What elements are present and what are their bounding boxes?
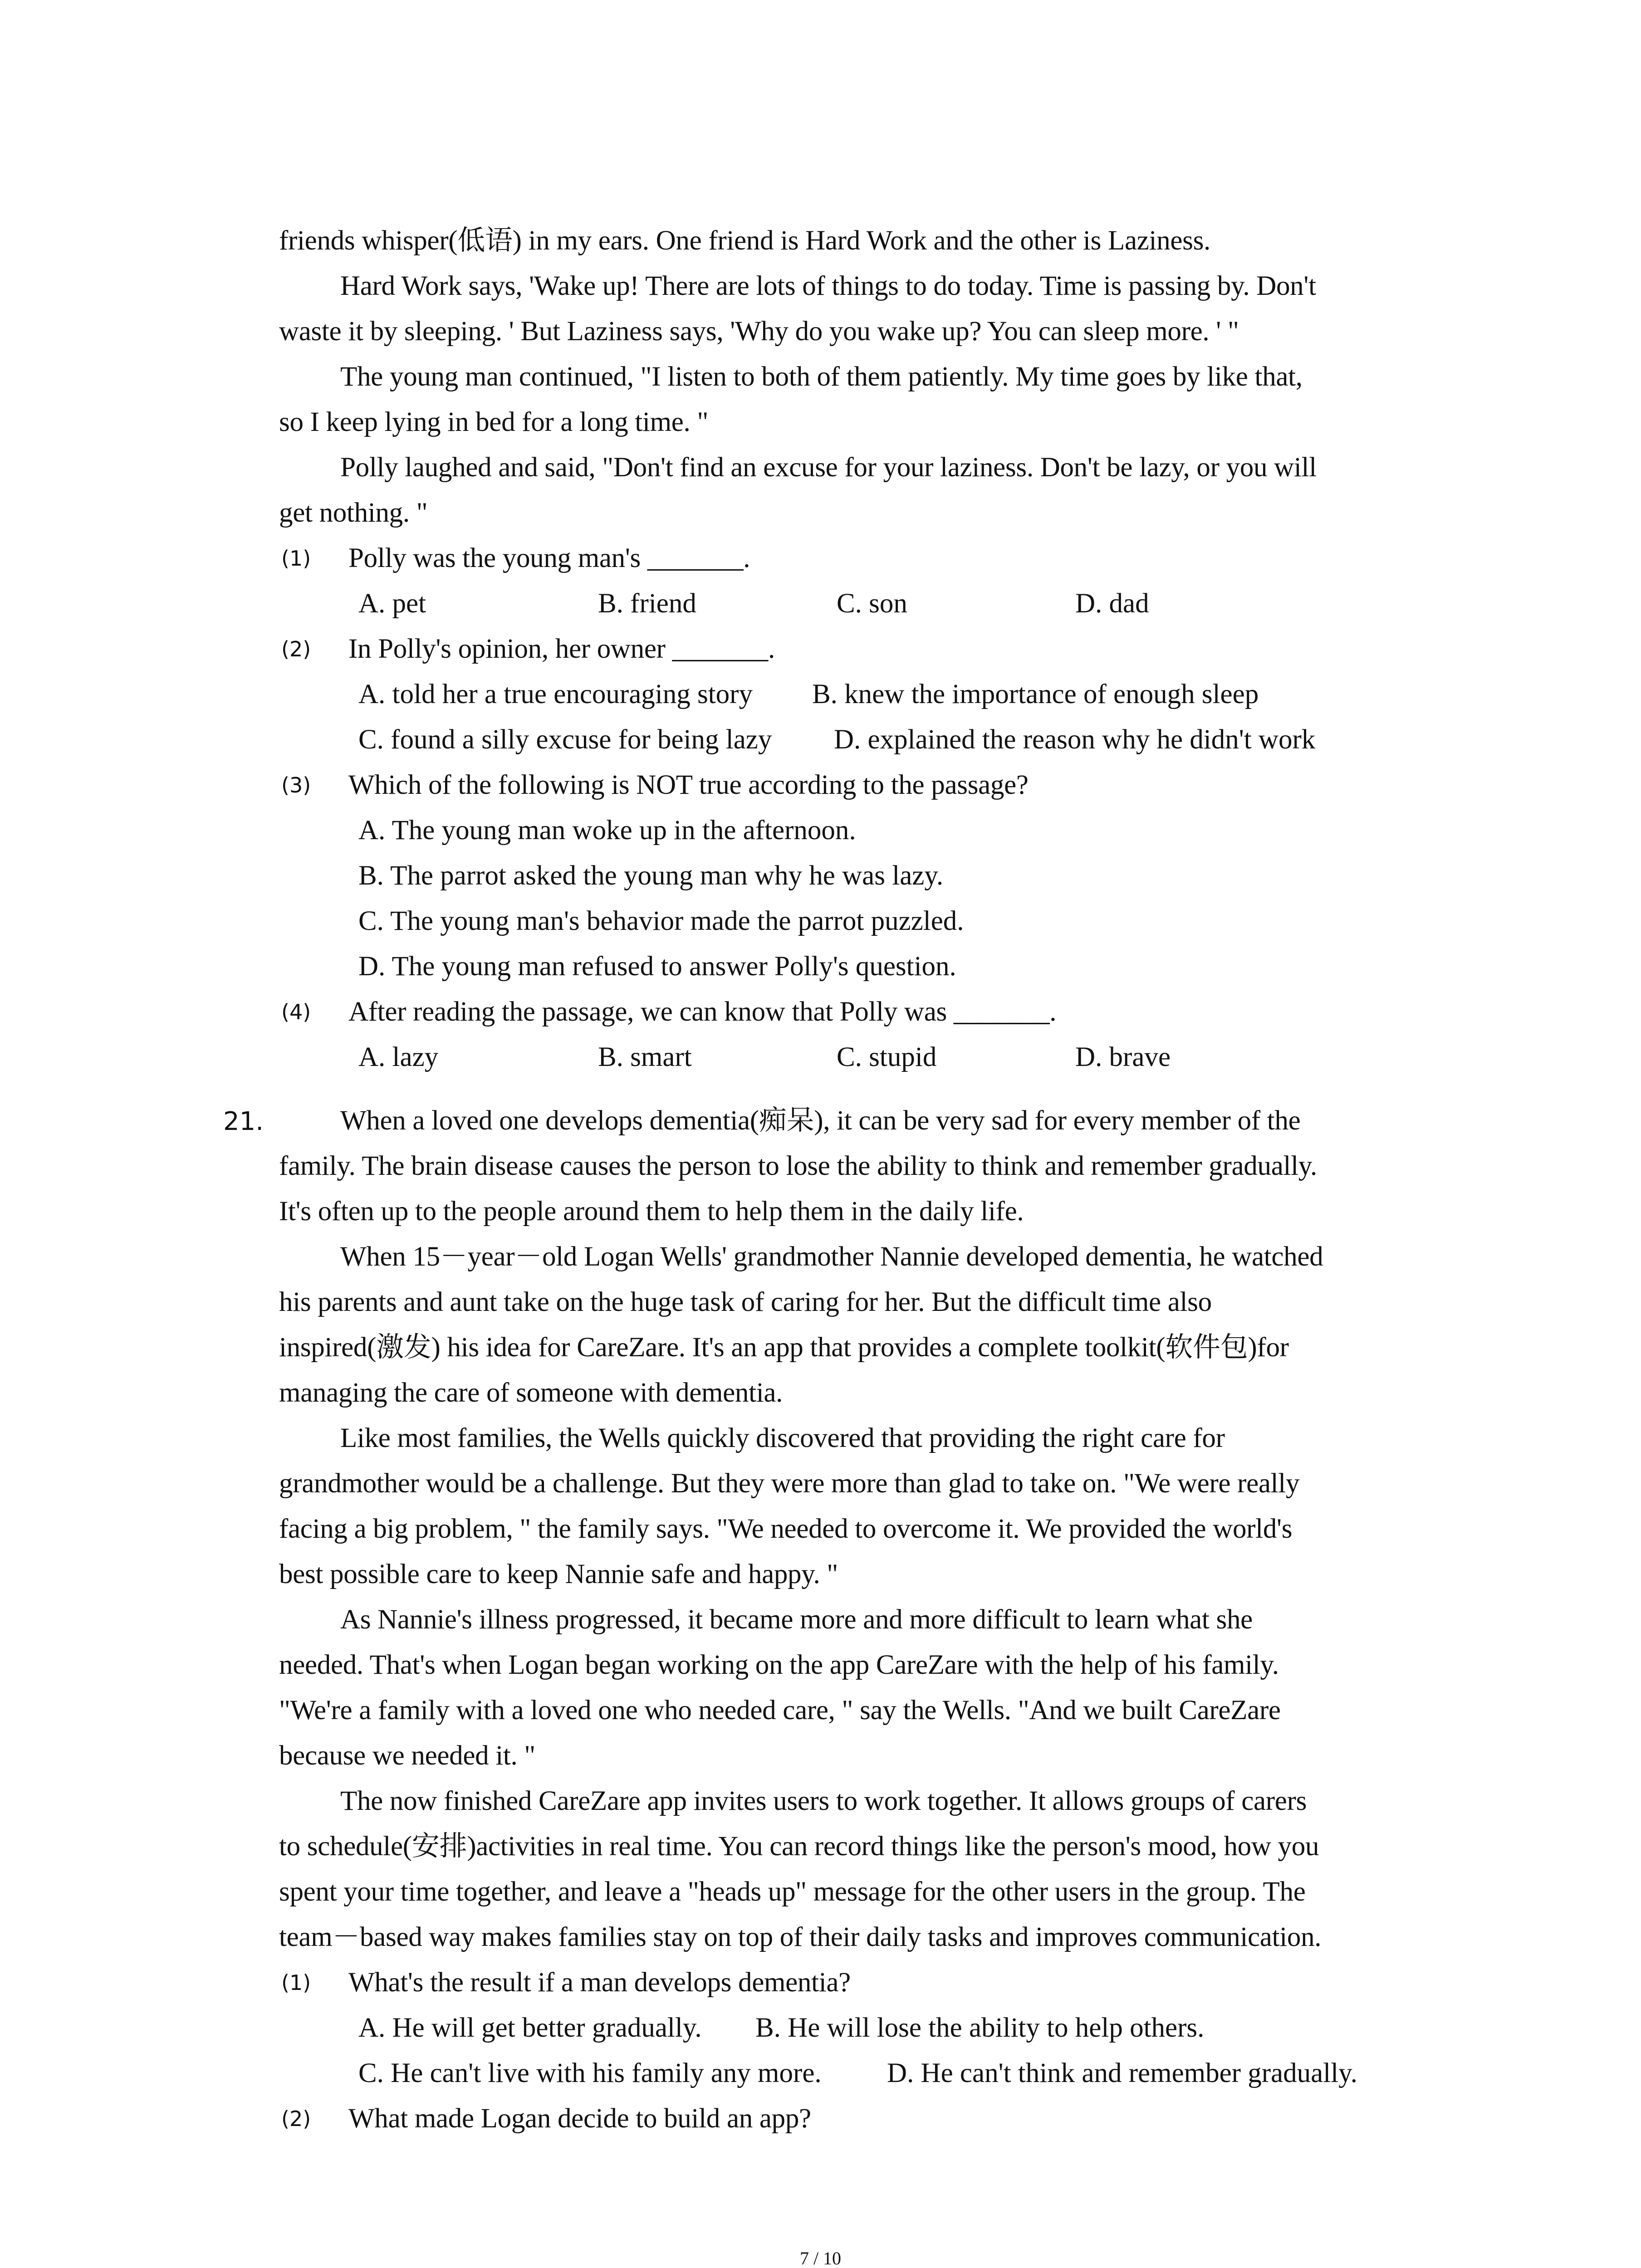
passage-line: It's often up to the people around them to help them in the daily life. — [279, 1196, 1024, 1227]
option-a: A. told her a true encouraging story — [358, 679, 753, 709]
passage-line: family. The brain disease causes the person to lose the ability to think and remember gradually. — [279, 1151, 1317, 1181]
question-stem: What's the result if a man develops dementia? — [348, 1967, 851, 1998]
passage-line: waste it by sleeping. ' But Laziness says, 'Why do you wake up? You can sleep more. ' " — [279, 316, 1239, 347]
option-d: D. The young man refused to answer Polly's question. — [358, 951, 956, 982]
passage-line: When a loved one develops dementia(痴呆), it can be very sad for every member of the — [340, 1105, 1301, 1136]
passage-line: managing the care of someone with dementia. — [279, 1378, 783, 1408]
passage-line: because we needed it. " — [279, 1740, 536, 1771]
option-d: D. dad — [1075, 588, 1149, 619]
question-number: (4) — [281, 1000, 311, 1024]
passage-line: The now finished CareZare app invites users to work together. It allows groups of carers — [340, 1786, 1307, 1816]
option-d: D. brave — [1075, 1042, 1171, 1072]
option-d: D. explained the reason why he didn't work — [834, 724, 1316, 755]
option-c: C. stupid — [837, 1042, 937, 1072]
option-b: B. He will lose the ability to help others. — [755, 2013, 1205, 2043]
question-stem: In Polly's opinion, her owner _______. — [348, 634, 775, 664]
question-number: (1) — [281, 546, 311, 571]
question-number: (3) — [281, 773, 311, 797]
passage-line: get nothing. " — [279, 498, 428, 528]
question-number: (2) — [281, 637, 311, 661]
page-number: 7 / 10 — [799, 2248, 842, 2268]
option-a: A. He will get better gradually. — [358, 2013, 702, 2043]
passage-line: Hard Work says, 'Wake up! There are lots of things to do today. Time is passing by. Don't — [340, 271, 1316, 301]
question-stem: What made Logan decide to build an app? — [348, 2103, 811, 2134]
passage-line: his parents and aunt take on the huge task of caring for her. But the difficult time also — [279, 1287, 1212, 1317]
passage-line: Polly laughed and said, "Don't find an excuse for your laziness. Don't be lazy, or you will — [340, 452, 1317, 483]
option-c: C. The young man's behavior made the parrot puzzled. — [358, 906, 964, 936]
option-b: B. smart — [598, 1042, 692, 1072]
passage-line: facing a big problem, " the family says. "We needed to overcome it. We provided the world's — [279, 1514, 1293, 1544]
passage-line: When 15－year－old Logan Wells' grandmother Nannie developed dementia, he watched — [340, 1242, 1323, 1272]
option-c: C. He can't live with his family any more. — [358, 2058, 822, 2088]
passage-line: inspired(激发) his idea for CareZare. It's an app that provides a complete toolkit(软件包)for — [279, 1332, 1289, 1363]
option-d: D. He can't think and remember gradually. — [887, 2058, 1357, 2088]
passage-line: team－based way makes families stay on top of their daily tasks and improves communication. — [279, 1922, 1322, 1952]
question-stem: Polly was the young man's _______. — [348, 543, 750, 573]
option-a: A. lazy — [358, 1042, 439, 1072]
passage-line: friends whisper(低语) in my ears. One friend is Hard Work and the other is Laziness. — [279, 225, 1210, 256]
option-b: B. The parrot asked the young man why he was lazy. — [358, 860, 944, 891]
option-c: C. son — [837, 588, 907, 619]
option-b: B. friend — [598, 588, 696, 619]
option-c: C. found a silly excuse for being lazy — [358, 724, 772, 755]
passage-line: spent your time together, and leave a "heads up" message for the other users in the group. The — [279, 1877, 1306, 1907]
passage-line: The young man continued, "I listen to both of them patiently. My time goes by like that, — [340, 362, 1303, 392]
option-a: A. The young man woke up in the afternoon. — [358, 815, 856, 846]
passage-line: As Nannie's illness progressed, it became more and more difficult to learn what she — [340, 1604, 1253, 1635]
option-b: B. knew the importance of enough sleep — [812, 679, 1259, 709]
passage-line: Like most families, the Wells quickly discovered that providing the right care for — [340, 1423, 1225, 1453]
passage-line: so I keep lying in bed for a long time. " — [279, 407, 709, 437]
passage-line: "We're a family with a loved one who needed care, " say the Wells. "And we built CareZare — [279, 1695, 1281, 1725]
passage-line: to schedule(安排)activities in real time. You can record things like the person's mood, how you — [279, 1831, 1319, 1862]
passage-line: best possible care to keep Nannie safe and happy. " — [279, 1559, 838, 1589]
passage-line: needed. That's when Logan began working on the app CareZare with the help of his family. — [279, 1650, 1279, 1680]
question-number: (1) — [281, 1970, 311, 1995]
option-a: A. pet — [358, 588, 426, 619]
passage-number: 21. — [223, 1107, 264, 1136]
question-stem: After reading the passage, we can know that Polly was _______. — [348, 997, 1057, 1027]
passage-line: grandmother would be a challenge. But they were more than glad to take on. "We were really — [279, 1468, 1300, 1499]
question-stem: Which of the following is NOT true according to the passage? — [348, 770, 1029, 800]
question-number: (2) — [281, 2107, 311, 2131]
